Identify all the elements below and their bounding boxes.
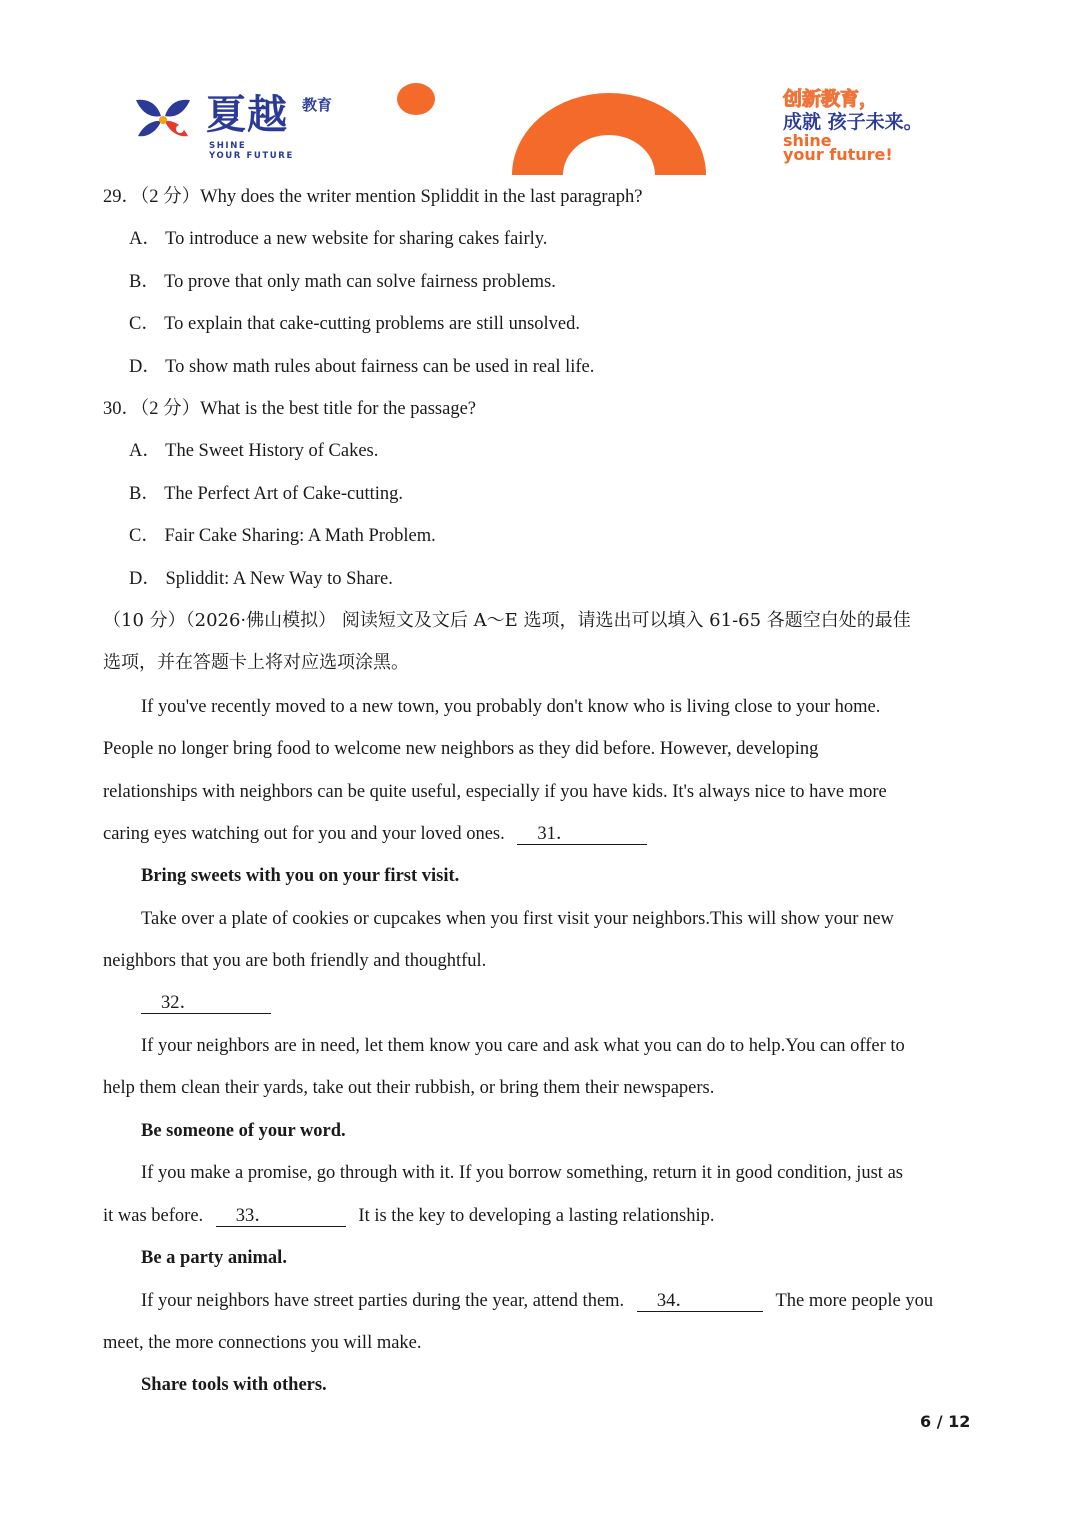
p2-line-1: Take over a plate of cookies or cupcakes when you first visit your neighbors.This will show your new	[141, 909, 894, 929]
q29-option-b: B． To prove that only math can solve fairness problems.	[129, 272, 556, 292]
logo-english-line-2: YOUR FUTURE	[209, 151, 294, 161]
blank-33[interactable]: 33．	[216, 1206, 346, 1227]
brand-logo	[134, 94, 354, 160]
p4-line-1: If you make a promise, go through with it. If you borrow something, return it in good condition, just as	[141, 1163, 903, 1183]
slogan-line-1: 创新教育，	[783, 88, 879, 110]
heading-bring-sweets: Bring sweets with you on your first visit.	[141, 866, 460, 886]
p5-line-1-start: If your neighbors have street parties during the year, attend them.	[141, 1291, 625, 1311]
slogan-line-2: 成就 孩子未来。	[783, 111, 923, 133]
heading-share-tools: Share tools with others.	[141, 1375, 327, 1395]
q29-option-a: A． To introduce a new website for sharing cakes fairly.	[129, 229, 548, 249]
section-instructions-line-1: （10 分）（2026·佛山模拟） 阅读短文及文后 A～E 选项，请选出可以填入 61-65 各题空白处的最佳	[103, 610, 911, 631]
p1-line-4	[103, 822, 647, 846]
blank-32-line	[141, 991, 271, 1015]
p3-line-2: help them clean their yards, take out their rubbish, or bring them their newspapers.	[103, 1078, 715, 1098]
logo-english-line-1: SHINE	[209, 141, 247, 151]
slogan-line-4: your future!	[783, 145, 893, 164]
p5-line-2: meet, the more connections you will make.	[103, 1333, 422, 1353]
q30-option-b: B． The Perfect Art of Cake-cutting.	[129, 484, 404, 504]
blank-34[interactable]: 34．	[637, 1291, 763, 1312]
logo-chinese-suffix: 教育	[302, 96, 333, 114]
q30-option-d: D． Spliddit: A New Way to Share.	[129, 569, 393, 589]
p4-line-2-start: it was before.	[103, 1206, 204, 1226]
logo-chinese-name: 夏越	[206, 92, 288, 138]
decorative-arch	[512, 93, 706, 175]
q29-option-d: D． To show math rules about fairness can be used in real life.	[129, 357, 595, 377]
p1-line-4-text: caring eyes watching out for you and your loved ones.	[103, 824, 505, 844]
p3-line-1: If your neighbors are in need, let them know you care and ask what you can do to help.You can offer to	[141, 1036, 905, 1056]
p4-line-2-end: It is the key to developing a lasting relationship.	[358, 1206, 715, 1226]
slogan-line-3: shine	[783, 131, 832, 150]
page-number: 6 / 12	[920, 1412, 971, 1431]
p5-line-1	[141, 1289, 933, 1313]
q30-stem: 30．（2 分）What is the best title for the passage?	[103, 399, 476, 419]
p1-line-1: If you've recently moved to a new town, you probably don't know who is living close to your home.	[141, 697, 881, 717]
heading-party-animal: Be a party animal.	[141, 1248, 287, 1268]
brand-slogan	[783, 88, 983, 162]
q29-stem: 29．（2 分）Why does the writer mention Spliddit in the last paragraph?	[103, 187, 643, 207]
p2-line-2: neighbors that you are both friendly and thoughtful.	[103, 951, 487, 971]
p4-line-2	[103, 1204, 714, 1228]
q30-option-a: A． The Sweet History of Cakes.	[129, 441, 379, 461]
p5-line-1-end: The more people you	[775, 1291, 934, 1311]
blank-32[interactable]: 32．	[141, 993, 271, 1014]
p1-line-3: relationships with neighbors can be quite useful, especially if you have kids. It's always nice to have more	[103, 782, 887, 802]
butterfly-logo-icon	[134, 96, 192, 142]
p1-line-2: People no longer bring food to welcome new neighbors as they did before. However, developing	[103, 739, 819, 759]
decorative-dot	[397, 83, 435, 115]
q29-option-c: C． To explain that cake-cutting problems are still unsolved.	[129, 314, 581, 334]
blank-31[interactable]: 31．	[517, 824, 647, 845]
heading-be-someone: Be someone of your word.	[141, 1121, 346, 1141]
section-instructions-line-2: 选项，并在答题卡上将对应选项涂黑。	[103, 652, 409, 673]
q30-option-c: C． Fair Cake Sharing: A Math Problem.	[129, 526, 436, 546]
